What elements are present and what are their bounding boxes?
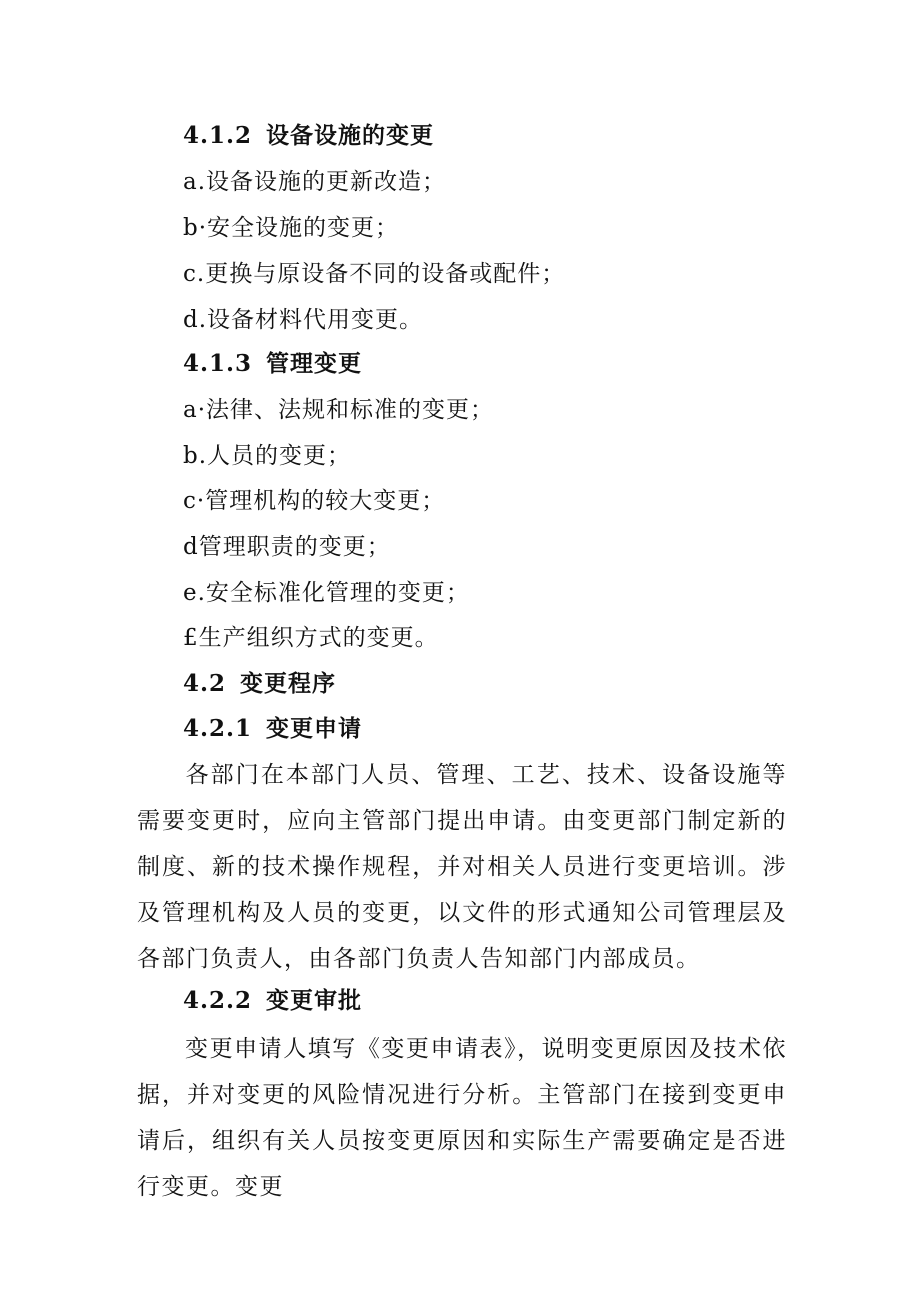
heading-number: 4.2 bbox=[183, 670, 227, 697]
paragraph-change-application bbox=[137, 752, 787, 982]
heading-title: 变更申请 bbox=[266, 715, 363, 742]
list-item: b·安全设施的变更； bbox=[183, 215, 400, 241]
heading-number: 4.2.2 bbox=[183, 987, 253, 1014]
paragraph-change-approval bbox=[137, 1026, 787, 1210]
heading-number: 4.1.2 bbox=[183, 122, 253, 149]
list-item: c.更换与原设备不同的设备或配件； bbox=[183, 261, 566, 287]
list-item: e.安全标准化管理的变更； bbox=[183, 580, 470, 606]
list-item: a·法律、法规和标准的变更； bbox=[183, 397, 495, 423]
heading-number: 4.2.1 bbox=[183, 715, 253, 742]
list-item: d.设备材料代用变更。 bbox=[183, 307, 424, 333]
list-item: a.设备设施的更新改造； bbox=[183, 169, 447, 195]
list-item: b.人员的变更； bbox=[183, 443, 352, 469]
heading-4-1-3 bbox=[183, 349, 362, 379]
heading-4-2 bbox=[183, 669, 336, 699]
list-item: c·管理机构的较大变更； bbox=[183, 488, 446, 514]
paragraph-text: 各部门在本部门人员、管理、工艺、技术、设备设施等需要变更时，应向主管部门提出申请。由变更部门制定新的制度、新的技术操作规程，并对相关人员进行变更培训。涉及管理机构及人员的变更，以文件的形式通知公司管理层及各部门负责人，由各部门负责人告知部门内部成员。 bbox=[137, 762, 787, 972]
paragraph-text: 变更申请人填写《变更申请表》，说明变更原因及技术依据，并对变更的风险情况进行分析。主管部门在接到变更申请后，组织有关人员按变更原因和实际生产需要确定是否进行变更。变更 bbox=[137, 1036, 787, 1200]
heading-4-1-2 bbox=[183, 121, 434, 151]
heading-title: 变更程序 bbox=[240, 670, 337, 697]
heading-number: 4.1.3 bbox=[183, 350, 253, 377]
list-item: d管理职责的变更； bbox=[183, 534, 391, 560]
heading-title: 变更审批 bbox=[266, 987, 363, 1014]
heading-title: 设备设施的变更 bbox=[266, 122, 435, 149]
heading-4-2-1 bbox=[183, 714, 362, 744]
heading-4-2-2 bbox=[183, 986, 362, 1016]
list-item: £生产组织方式的变更。 bbox=[183, 625, 439, 651]
heading-title: 管理变更 bbox=[266, 350, 363, 377]
